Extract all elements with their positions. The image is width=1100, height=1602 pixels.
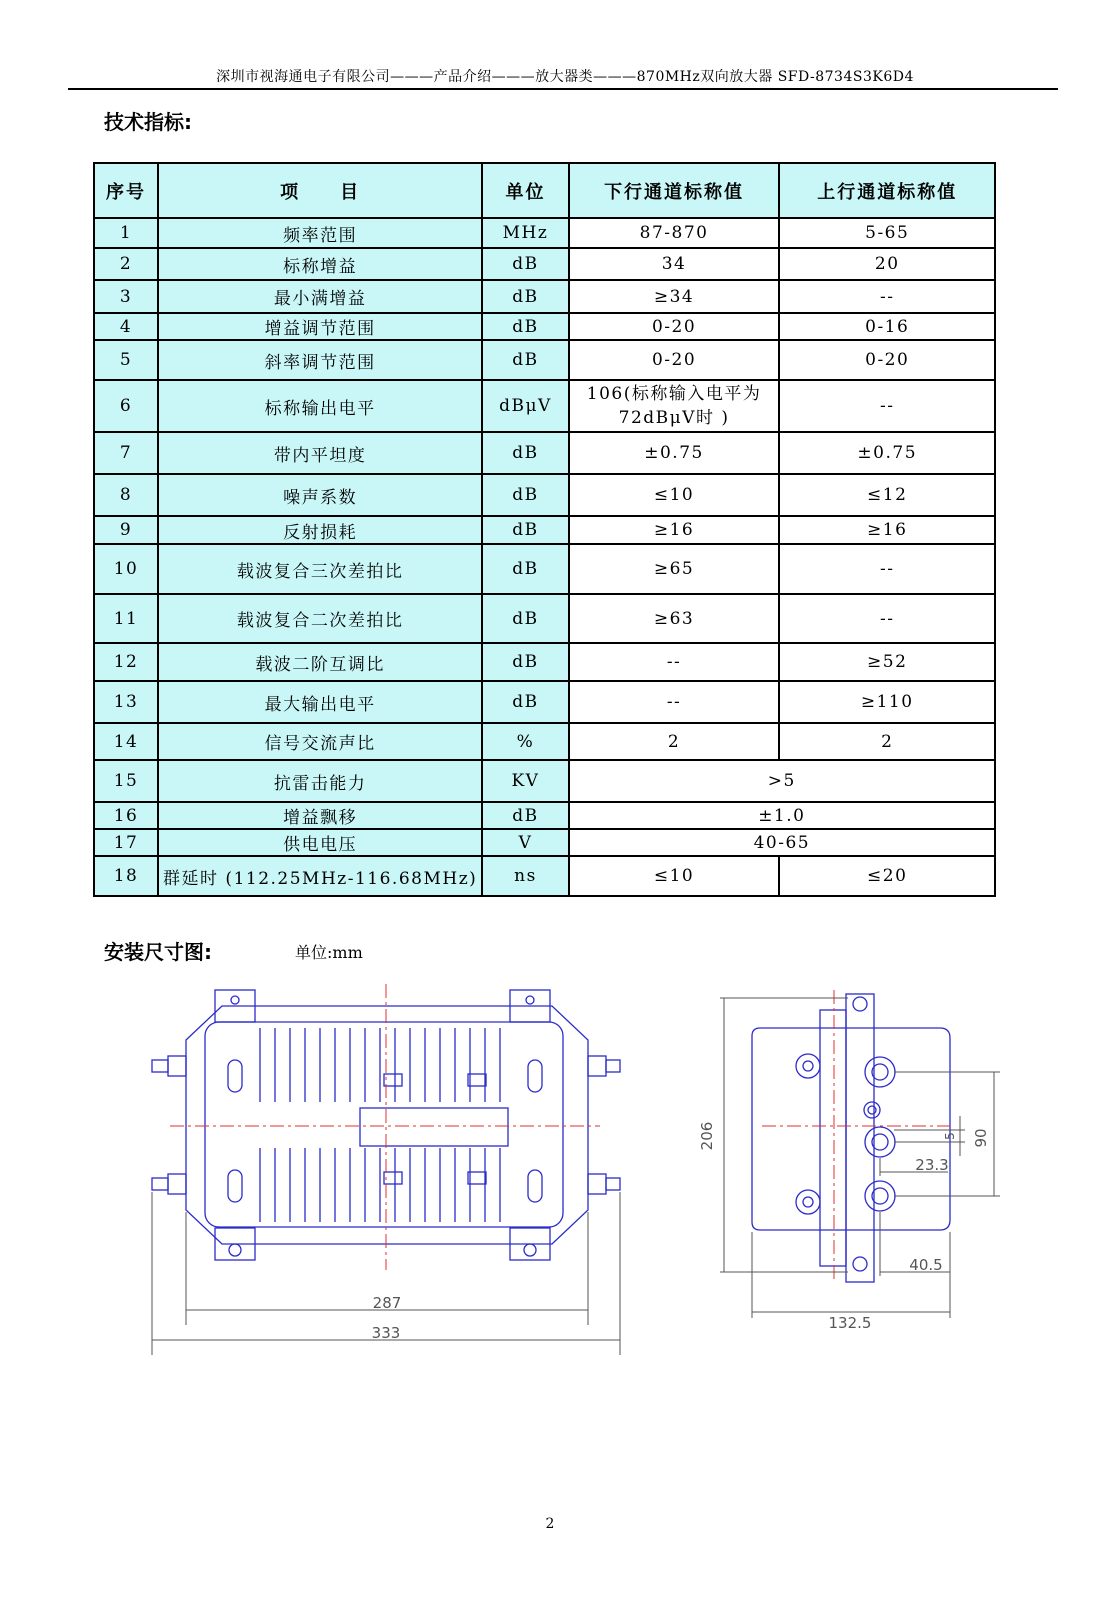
dim-width-body: 287	[372, 1294, 402, 1312]
table-row	[94, 760, 995, 802]
table-row	[94, 280, 995, 313]
row-up: 0-16	[779, 313, 995, 340]
row-no: 14	[94, 723, 158, 760]
row-up: --	[779, 380, 995, 432]
table-row	[94, 594, 995, 643]
row-no: 6	[94, 380, 158, 432]
side-centerlines	[762, 990, 950, 1280]
row-both: >5	[569, 760, 995, 802]
row-both: ±1.0	[569, 802, 995, 829]
section-title-install: 安装尺寸图:	[104, 940, 212, 964]
row-item: 斜率调节范围	[158, 340, 482, 380]
row-unit: dB	[482, 681, 568, 723]
dim-offset-b: 40.5	[909, 1256, 943, 1274]
dim-offset-a: 23.3	[915, 1156, 949, 1174]
row-unit: ns	[482, 856, 568, 896]
row-no: 12	[94, 643, 158, 681]
row-unit: dB	[482, 248, 568, 280]
row-unit: dB	[482, 280, 568, 313]
row-unit: V	[482, 829, 568, 856]
row-up: ≥16	[779, 516, 995, 544]
row-unit: dB	[482, 313, 568, 340]
row-no: 9	[94, 516, 158, 544]
row-no: 10	[94, 544, 158, 594]
row-up: ≥110	[779, 681, 995, 723]
table-row	[94, 432, 995, 474]
row-no: 16	[94, 802, 158, 829]
header-unit: 单位	[482, 163, 568, 218]
row-item: 抗雷击能力	[158, 760, 482, 802]
row-up: --	[779, 544, 995, 594]
row-no: 3	[94, 280, 158, 313]
row-item: 供电电压	[158, 829, 482, 856]
row-down: ≥34	[569, 280, 780, 313]
row-down: ≥65	[569, 544, 780, 594]
installation-drawing	[0, 980, 1100, 1380]
page-number: 2	[545, 1516, 555, 1532]
table-header-row	[94, 163, 995, 218]
cooling-fins	[260, 1028, 500, 1222]
row-unit: KV	[482, 760, 568, 802]
row-unit: %	[482, 723, 568, 760]
row-up: ±0.75	[779, 432, 995, 474]
row-no: 8	[94, 474, 158, 516]
table-row	[94, 516, 995, 544]
row-unit: dB	[482, 340, 568, 380]
dim-port-spacing: 90	[972, 1128, 990, 1148]
table-row	[94, 380, 995, 432]
row-unit: dB	[482, 544, 568, 594]
row-unit: MHz	[482, 218, 568, 248]
row-up: 2	[779, 723, 995, 760]
unit-note: 单位:mm	[295, 943, 363, 962]
row-no: 15	[94, 760, 158, 802]
row-up: 20	[779, 248, 995, 280]
table-row	[94, 340, 995, 380]
row-item: 增益飘移	[158, 802, 482, 829]
header-no: 序号	[94, 163, 158, 218]
table-row	[94, 723, 995, 760]
dim-width-total: 333	[371, 1324, 401, 1342]
side-view	[752, 994, 950, 1282]
row-down: ±0.75	[569, 432, 780, 474]
table-row	[94, 248, 995, 280]
header-downstream: 下行通道标称值	[569, 163, 780, 218]
row-unit: dB	[482, 643, 568, 681]
dim-port-small: 5	[943, 1132, 957, 1140]
row-down: --	[569, 643, 780, 681]
row-unit: dB	[482, 516, 568, 544]
row-down: ≤10	[569, 856, 780, 896]
row-unit: dB	[482, 594, 568, 643]
row-item: 频率范围	[158, 218, 482, 248]
row-item: 最大输出电平	[158, 681, 482, 723]
dim-height: 206	[698, 1121, 716, 1151]
dim-depth: 132.5	[828, 1314, 872, 1332]
row-item: 噪声系数	[158, 474, 482, 516]
table-row	[94, 802, 995, 829]
header-item: 项 目	[158, 163, 482, 218]
row-no: 1	[94, 218, 158, 248]
row-up: ≤12	[779, 474, 995, 516]
row-item: 增益调节范围	[158, 313, 482, 340]
row-down: ≥63	[569, 594, 780, 643]
side-dimensions	[720, 998, 1000, 1318]
row-down: --	[569, 681, 780, 723]
row-unit: dB	[482, 432, 568, 474]
row-up: 5-65	[779, 218, 995, 248]
table-row	[94, 544, 995, 594]
row-no: 5	[94, 340, 158, 380]
row-item: 载波复合三次差拍比	[158, 544, 482, 594]
row-no: 18	[94, 856, 158, 896]
section-title-specs: 技术指标:	[104, 110, 192, 134]
row-up: --	[779, 594, 995, 643]
row-no: 13	[94, 681, 158, 723]
row-down: ≤10	[569, 474, 780, 516]
header-upstream: 上行通道标称值	[779, 163, 995, 218]
row-unit: dB	[482, 802, 568, 829]
table-row	[94, 829, 995, 856]
row-item: 载波复合二次差拍比	[158, 594, 482, 643]
row-down: 34	[569, 248, 780, 280]
row-unit: dBμV	[482, 380, 568, 432]
spec-table	[93, 162, 996, 897]
row-up: ≤20	[779, 856, 995, 896]
row-unit: dB	[482, 474, 568, 516]
table-row	[94, 313, 995, 340]
table-row	[94, 643, 995, 681]
table-row	[94, 474, 995, 516]
row-item: 最小满增益	[158, 280, 482, 313]
table-row	[94, 681, 995, 723]
row-item: 反射损耗	[158, 516, 482, 544]
row-both: 40-65	[569, 829, 995, 856]
row-up: 0-20	[779, 340, 995, 380]
page-header: 深圳市视海通电子有限公司———产品介绍———放大器类———870MHz双向放大器 SFD-8734S3K6D4	[216, 69, 914, 85]
table-row	[94, 218, 995, 248]
row-up: ≥52	[779, 643, 995, 681]
row-item: 载波二阶互调比	[158, 643, 482, 681]
table-row	[94, 856, 995, 896]
row-no: 2	[94, 248, 158, 280]
row-no: 17	[94, 829, 158, 856]
row-no: 11	[94, 594, 158, 643]
row-down: 0-20	[569, 313, 780, 340]
row-item: 标称输出电平	[158, 380, 482, 432]
row-down: 2	[569, 723, 780, 760]
row-down: 0-20	[569, 340, 780, 380]
row-item: 带内平坦度	[158, 432, 482, 474]
header-rule	[68, 88, 1058, 90]
row-up: --	[779, 280, 995, 313]
row-no: 4	[94, 313, 158, 340]
row-down: 87-870	[569, 218, 780, 248]
row-down: 106(标称输入电平为72dBμV时 )	[569, 380, 780, 432]
row-no: 7	[94, 432, 158, 474]
row-down: ≥16	[569, 516, 780, 544]
row-item: 信号交流声比	[158, 723, 482, 760]
row-item: 群延时 (112.25MHz-116.68MHz)	[158, 856, 482, 896]
row-item: 标称增益	[158, 248, 482, 280]
